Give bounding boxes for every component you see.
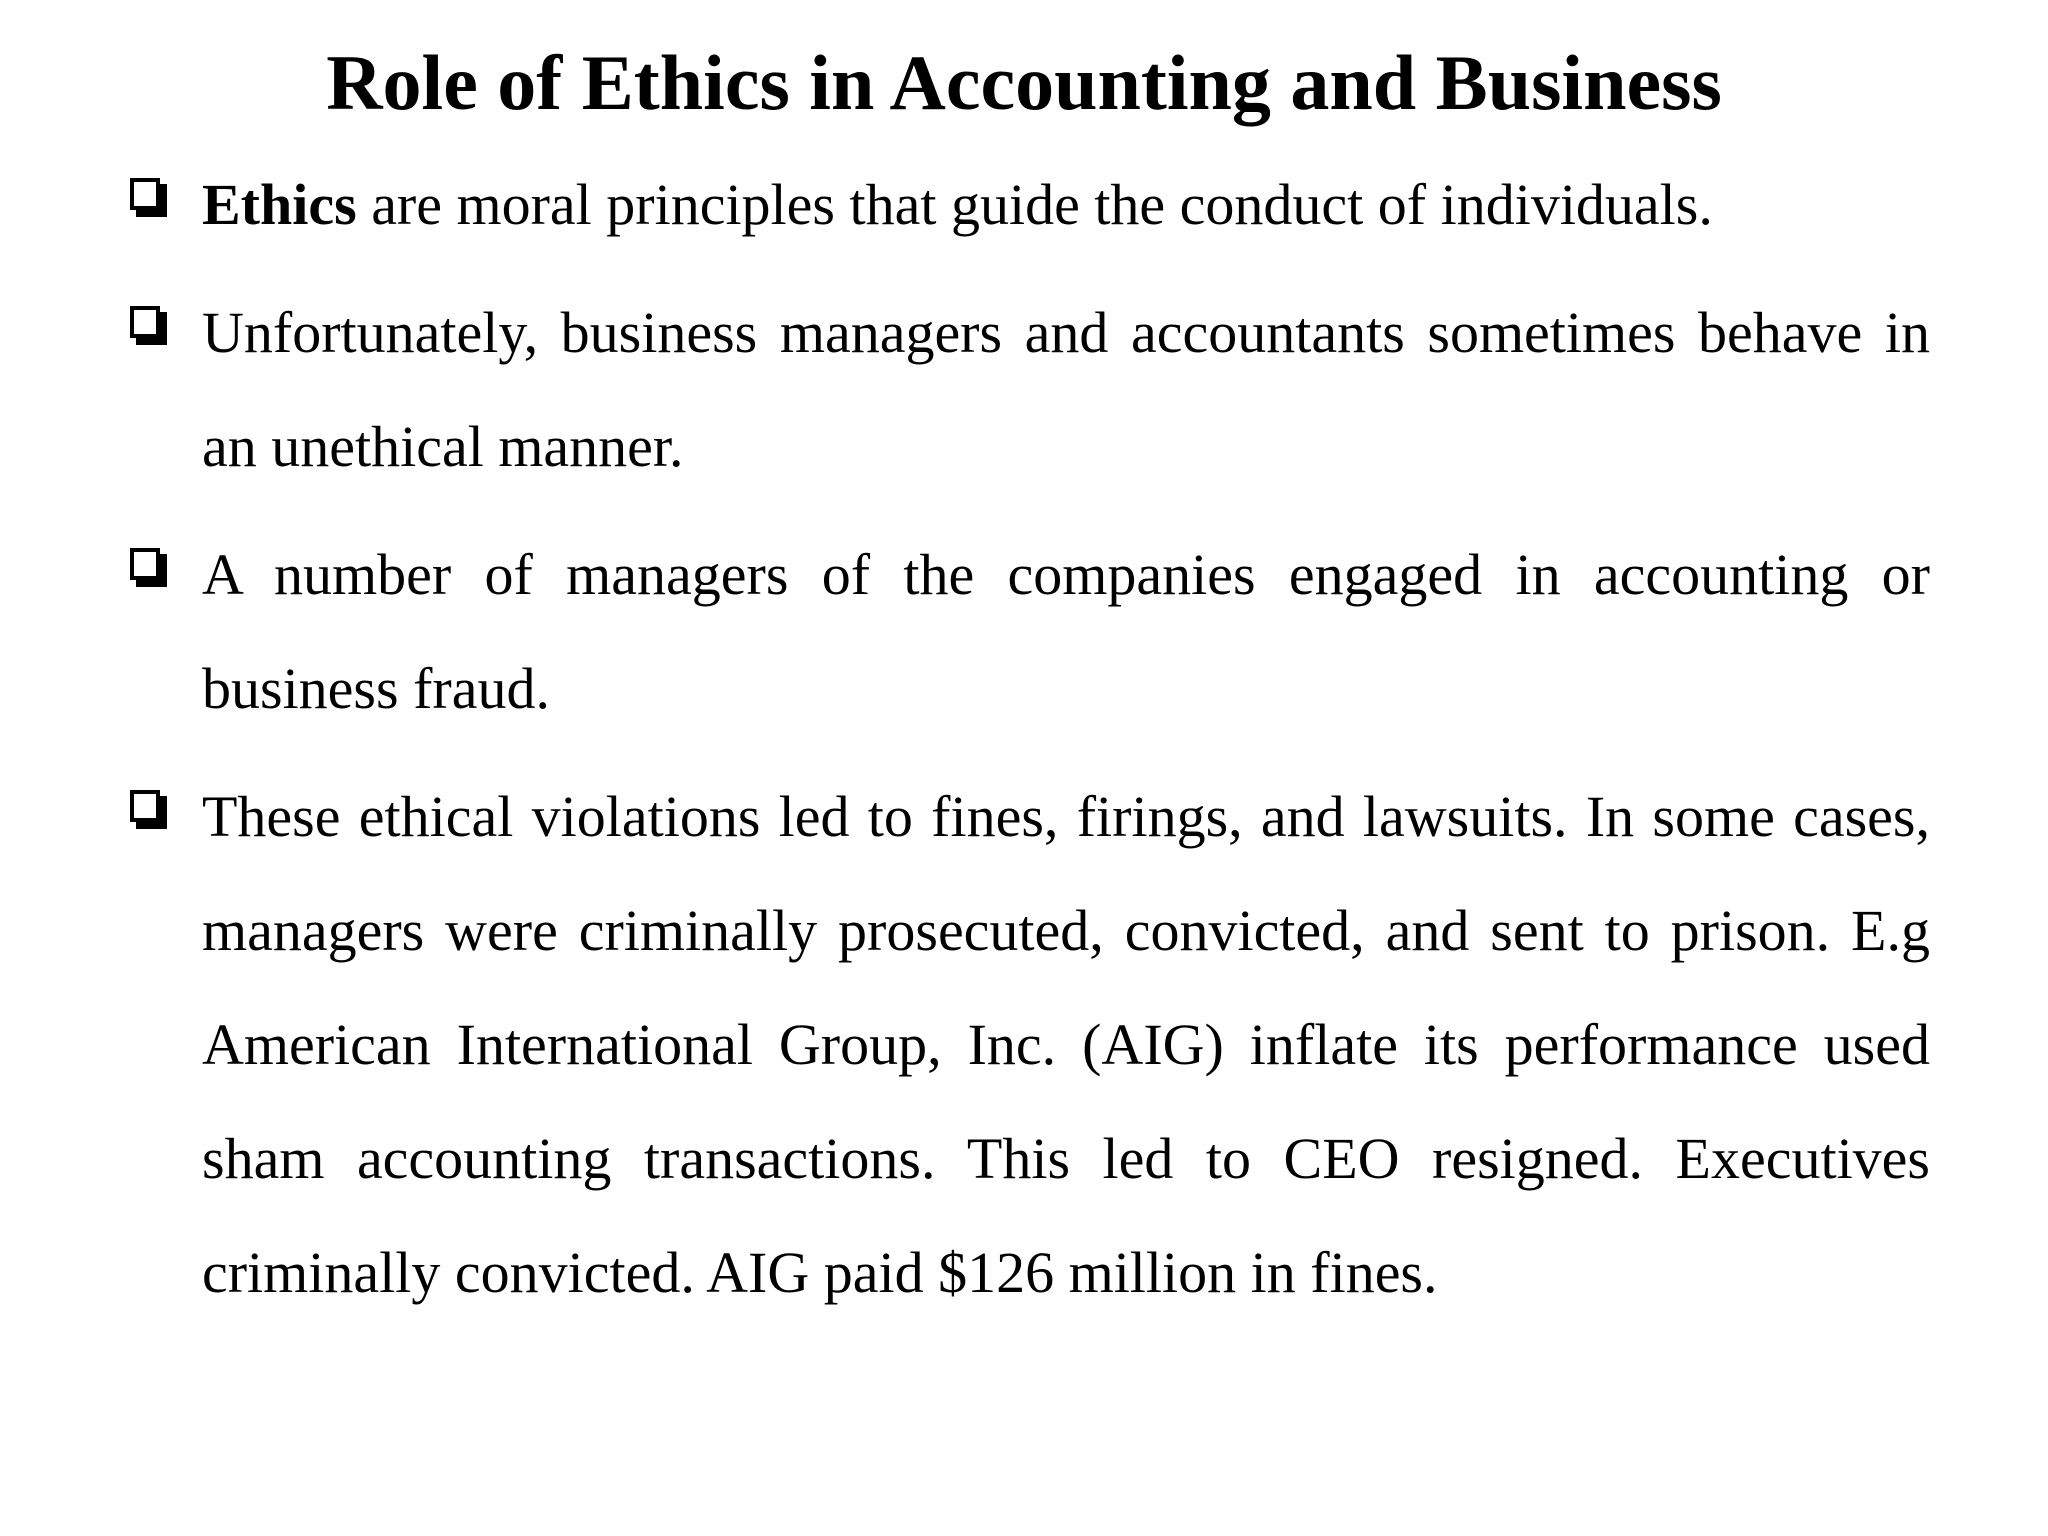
bullet-list <box>130 148 1930 1330</box>
checkbox-bullet-icon <box>130 178 168 218</box>
bullet-item-unethical-behavior <box>130 276 1930 504</box>
bullet-text: are moral principles that guide the conduct of individuals. <box>356 172 1713 237</box>
bold-term: Ethics <box>202 172 357 237</box>
slide-title: Role of Ethics in Accounting and Business <box>326 39 1722 126</box>
bullet-item-ethics-definition <box>130 148 1930 262</box>
checkbox-bullet-icon <box>130 548 168 588</box>
bullet-item-fraud <box>130 518 1930 746</box>
bullet-item-consequences <box>130 760 1930 1330</box>
checkbox-bullet-icon <box>130 790 168 830</box>
checkbox-bullet-icon <box>130 306 168 346</box>
bullet-text: These ethical violations led to fines, firings, and lawsuits. In some cases, managers were criminally prosecuted, convicted, and sent to prison. E.g American International Group, Inc. (AIG) inflate its performance used sham accounting transactions. This led to CEO resigned. Executives criminally convicted. AIG paid $126 million in fines. <box>202 784 1930 1305</box>
bullet-text: Unfortunately, business managers and accountants sometimes behave in an unethical manner. <box>202 300 1930 479</box>
bullet-text: A number of managers of the companies engaged in accounting or business fraud. <box>202 542 1930 721</box>
